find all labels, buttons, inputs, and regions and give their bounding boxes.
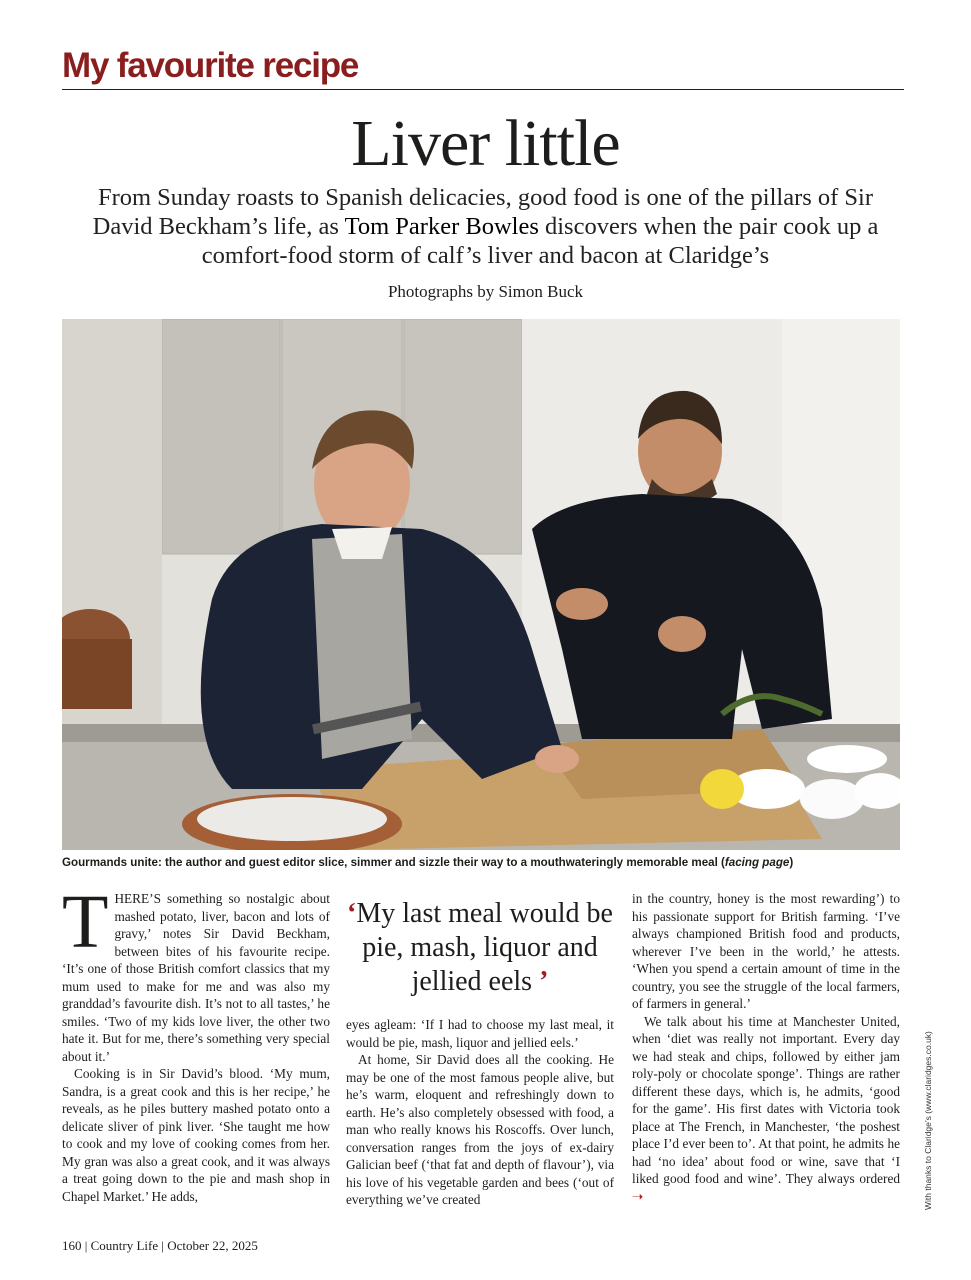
section-title: My favourite recipe [62, 46, 359, 85]
pull-quote [346, 897, 614, 999]
standfirst-text-before: From Sunday roasts to Spanish delicacies, good food is one of the pillars of Sir David Beckham’s life, as [92, 184, 874, 240]
paragraph: in the country, honey is the most rewarding’) to his passionate support for British farming. ‘I’ve always championed British food and products, wherever I’ve been in the world,’ he attests. ‘When you spend a certain amount of time in the country, you see the struggle of the local farmers, of farmers in general.’ [632, 891, 900, 1011]
side-credit: With thanks to Claridge’s (www.claridges.co.uk) [923, 1031, 933, 1210]
article-column-2 [346, 1016, 614, 1209]
paragraph: eyes agleam: ‘If I had to choose my last meal, it would be pie, mash, liquor and jellied eels.’ [346, 1017, 614, 1050]
caption-italic: facing page [724, 856, 790, 869]
section-rule [62, 89, 904, 90]
quote-open-mark: ‘ [347, 898, 357, 929]
standfirst [90, 183, 881, 270]
paragraph: Cooking is in Sir David’s blood. ‘My mum, Sandra, is a great cook and this is her recipe,’ he reveals, as he piles buttery mashed potato onto a delicate sliver of pink liver. ‘She taught me how to cook and my love of cooking comes from her. My gran was also a great cook, and it was always a treat going down to the pie and mash shop in Chapel Market.’ He adds, [62, 1066, 330, 1204]
paragraph: At home, Sir David does all the cooking. He may be one of the most famous people alive, but he’s warm, eloquent and refreshingly down to earth. He’s also completely obsessed with food, a man who really knows his Roscoffs. Over lunch, conversation ranges from the joys of ex-dairy Galician beef (‘that fat and depth of flavour’), via his love of his vegetable garden and bees (‘out of everything we’ve created [346, 1052, 614, 1207]
photo-two-men-cooking-icon [62, 319, 900, 850]
article-column-3 [632, 890, 900, 1205]
caption-end: ) [789, 856, 794, 869]
pull-quote-text: My last meal would be pie, mash, liquor and jellied eels [356, 898, 613, 997]
paragraph-with-arrow [632, 1013, 900, 1206]
article-column-1 [62, 880, 330, 1205]
paragraph: HERE’S something so nostalgic about mashed potato, liver, bacon and lots of gravy,’ notes Sir David Beckham, between bites of his favourite recipe. ‘It’s one of those British comfort classics that my mum used to make for me and was also my granddad’s favourite dish. It’s not to all tastes,’ he smiles. ‘Two of my kids love liver, the other two hate it. But for me, there’s something very special about it.’ [62, 891, 330, 1064]
author-name: Tom Parker Bowles [344, 213, 539, 240]
main-photo [62, 319, 900, 850]
headline: Liver little [351, 107, 620, 180]
photo-byline: Photographs by Simon Buck [387, 282, 584, 301]
continue-arrow-icon: ➝ [632, 1188, 644, 1204]
paragraph: We talk about his time at Manchester United, when ‘diet was really not important. Every day we had steak and chips, followed by either jam roly-poly or chocolate sponge’. Things are rather different these days, which is, he admits, ‘good for the game’. His first dates with Victoria took place at The French, in Manchester, ‘the poshest place I’d ever been to’. At that point, he admits he had ‘no idea’ about food or wine, save that ‘I liked good food and wine’. They always ordered [632, 1013, 900, 1186]
photo-caption [62, 855, 912, 870]
quote-close-mark: ’ [539, 966, 549, 997]
drop-cap: T [62, 880, 109, 964]
standfirst-text-after: discovers when the pair cook up a comfort-food storm of calf’s liver and bacon at Claridge’s [201, 213, 879, 269]
page-footer: 160 | Country Life | October 22, 2025 [62, 1238, 258, 1253]
caption-text: Gourmands unite: the author and guest editor slice, simmer and sizzle their way to a mouthwateringly memorable meal ( [62, 856, 725, 869]
